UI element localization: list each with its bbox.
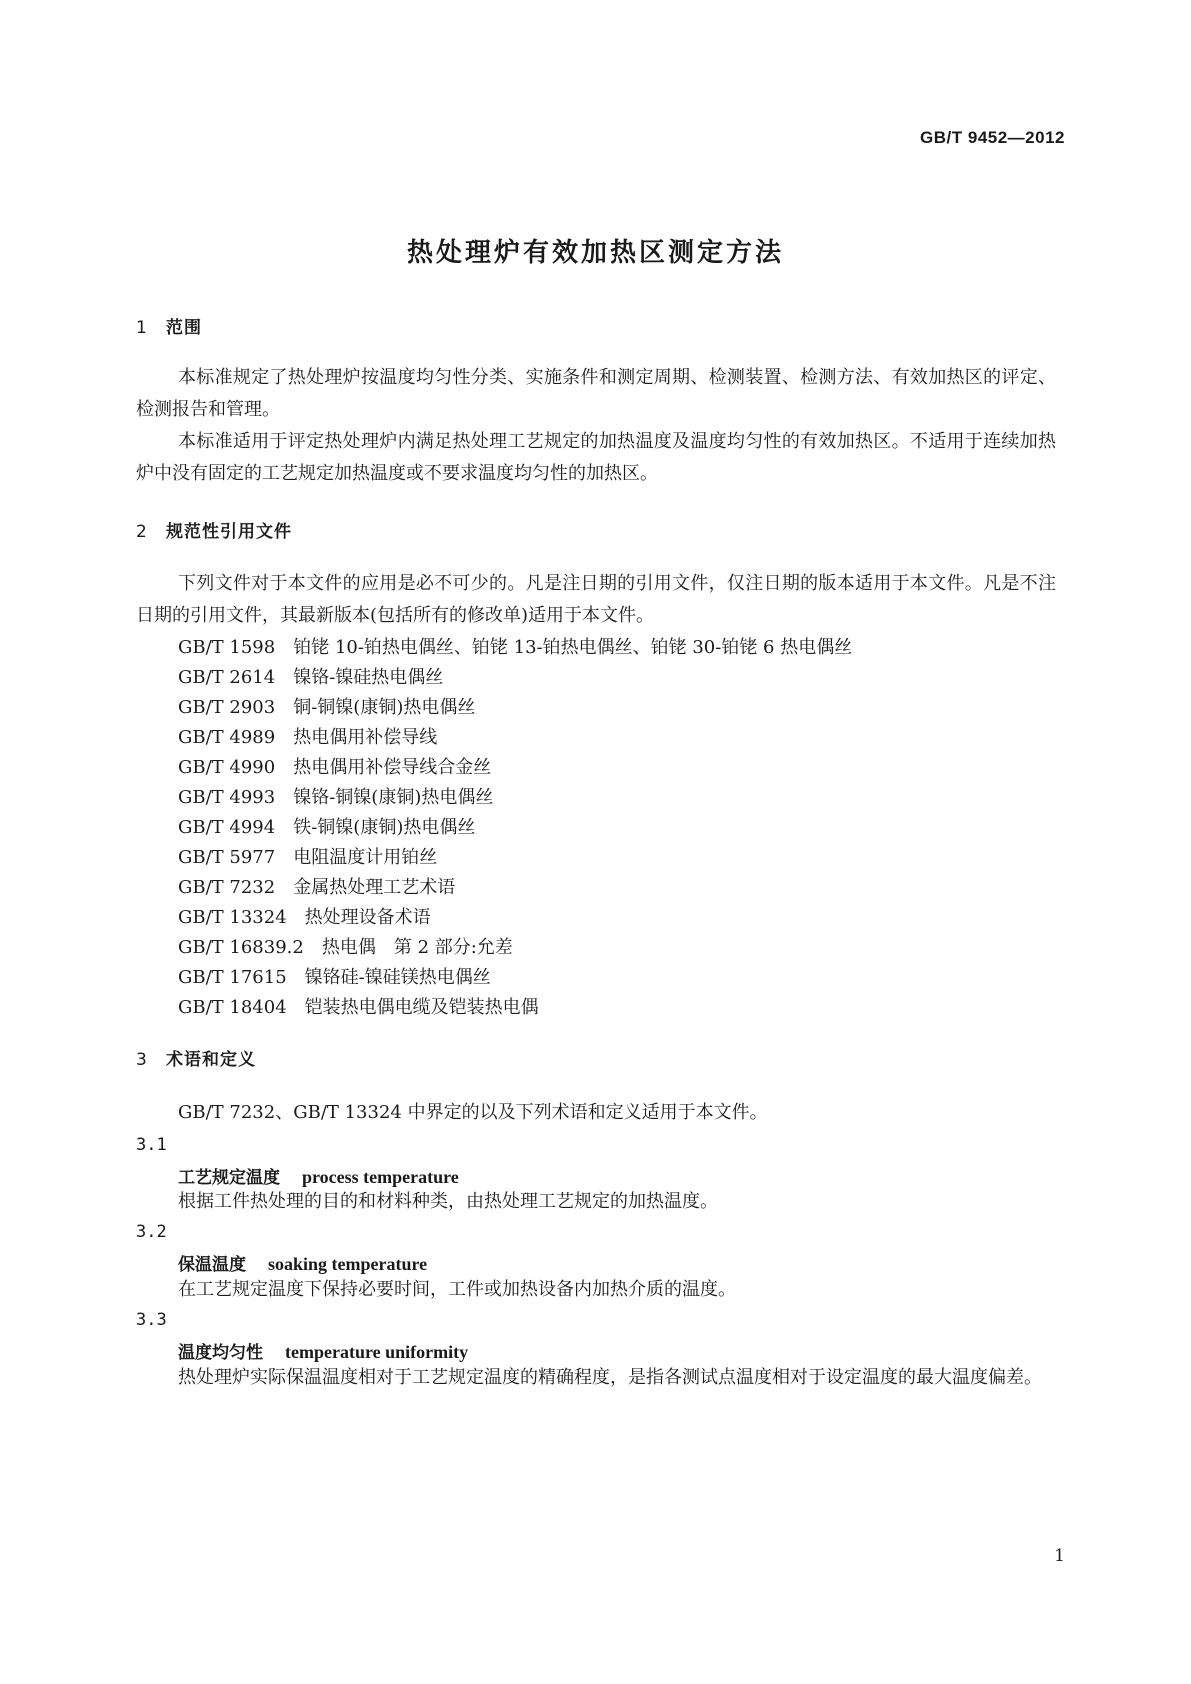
reference-title: 电阻温度计用铂丝: [293, 847, 438, 868]
reference-code: GB/T 5977: [178, 847, 276, 868]
term-number: 3.2: [136, 1222, 167, 1242]
reference-title: 热处理设备术语: [304, 907, 431, 928]
term-zh: 工艺规定温度: [178, 1168, 280, 1188]
reference-title: 铂铑 10-铂热电偶丝、铂铑 13-铂热电偶丝、铂铑 30-铂铑 6 热电偶丝: [293, 637, 853, 658]
reference-code: GB/T 18404: [178, 997, 287, 1018]
reference-title: 热电偶用补偿导线合金丝: [293, 757, 492, 778]
reference-title: 金属热处理工艺术语: [293, 877, 456, 898]
term-heading: [178, 1163, 459, 1188]
section-title: 术语和定义: [166, 1050, 256, 1070]
reference-item: [178, 903, 431, 929]
reference-item: [178, 633, 852, 659]
term-number: 3.1: [136, 1135, 167, 1155]
page-number: 1: [1054, 1546, 1065, 1566]
reference-title: 镍铬-铜镍(康铜)热电偶丝: [293, 787, 494, 808]
term-heading: [178, 1338, 468, 1363]
term-en: temperature uniformity: [285, 1342, 469, 1362]
term-en: process temperature: [302, 1167, 459, 1187]
reference-code: GB/T 2614: [178, 667, 276, 688]
section-1-paragraph-2: 本标准适用于评定热处理炉内满足热处理工艺规定的加热温度及温度均匀性的有效加热区。不适用于连续加热炉中没有固定的工艺规定加热温度或不要求温度均匀性的加热区。: [136, 431, 1056, 484]
reference-item: [178, 843, 437, 869]
reference-code: GB/T 4990: [178, 757, 276, 778]
reference-title: 铠装热电偶电缆及铠装热电偶: [304, 997, 539, 1018]
reference-code: GB/T 4993: [178, 787, 276, 808]
reference-title: 热电偶用补偿导线: [293, 727, 438, 748]
reference-title: 镍铬-镍硅热电偶丝: [293, 667, 444, 688]
reference-item: [178, 993, 539, 1019]
term-zh: 保温温度: [178, 1255, 246, 1275]
section-number: 3: [136, 1050, 148, 1070]
reference-code: GB/T 4989: [178, 727, 276, 748]
reference-item: [178, 663, 443, 689]
term-en: soaking temperature: [268, 1254, 428, 1274]
standard-code: GB/T 9452—2012: [920, 128, 1065, 147]
reference-title: 铜-铜镍(康铜)热电偶丝: [293, 697, 476, 718]
reference-item: [178, 693, 475, 719]
reference-code: GB/T 2903: [178, 697, 276, 718]
reference-item: [178, 783, 493, 809]
term-definition: 在工艺规定温度下保持必要时间，工件或加热设备内加热介质的温度。: [178, 1279, 736, 1300]
section-title: 规范性引用文件: [166, 522, 292, 542]
reference-item: [178, 813, 475, 839]
reference-code: GB/T 16839.2: [178, 937, 304, 958]
reference-item: [178, 933, 513, 959]
reference-title: 热电偶 第 2 部分:允差: [321, 937, 513, 958]
document-title: 热处理炉有效加热区测定方法: [406, 238, 784, 268]
reference-code: GB/T 1598: [178, 637, 276, 658]
reference-item: [178, 753, 491, 779]
section-number: 2: [136, 522, 148, 542]
reference-code: GB/T 7232: [178, 877, 276, 898]
reference-item: [178, 963, 491, 989]
term-number: 3.3: [136, 1310, 167, 1330]
section-title: 范围: [166, 318, 202, 338]
reference-item: [178, 723, 437, 749]
term-definition: 热处理炉实际保温温度相对于工艺规定温度的精确程度，是指各测试点温度相对于设定温度的最大温度偏差。: [178, 1367, 1042, 1388]
term-zh: 温度均匀性: [178, 1343, 263, 1363]
section-1-heading: [136, 313, 202, 338]
term-heading: [178, 1250, 427, 1275]
term-definition: 根据工件热处理的目的和材料种类，由热处理工艺规定的加热温度。: [178, 1191, 718, 1212]
section-2-heading: [136, 517, 292, 542]
reference-title: 镍铬硅-镍硅镁热电偶丝: [304, 967, 491, 988]
section-2-intro: 下列文件对于本文件的应用是必不可少的。凡是注日期的引用文件，仅注日期的版本适用于本文件。凡是不注日期的引用文件，其最新版本(包括所有的修改单)适用于本文件。: [136, 573, 1056, 626]
section-number: 1: [136, 318, 148, 338]
reference-code: GB/T 4994: [178, 817, 276, 838]
reference-item: [178, 873, 455, 899]
section-1-paragraph-1: 本标准规定了热处理炉按温度均匀性分类、实施条件和测定周期、检测装置、检测方法、有效加热区的评定、检测报告和管理。: [136, 367, 1056, 420]
reference-code: GB/T 13324: [178, 907, 287, 928]
reference-code: GB/T 17615: [178, 967, 287, 988]
section-3-heading: [136, 1045, 256, 1070]
section-3-intro: GB/T 7232、GB/T 13324 中界定的以及下列术语和定义适用于本文件。: [178, 1102, 768, 1123]
reference-title: 铁-铜镍(康铜)热电偶丝: [293, 817, 476, 838]
